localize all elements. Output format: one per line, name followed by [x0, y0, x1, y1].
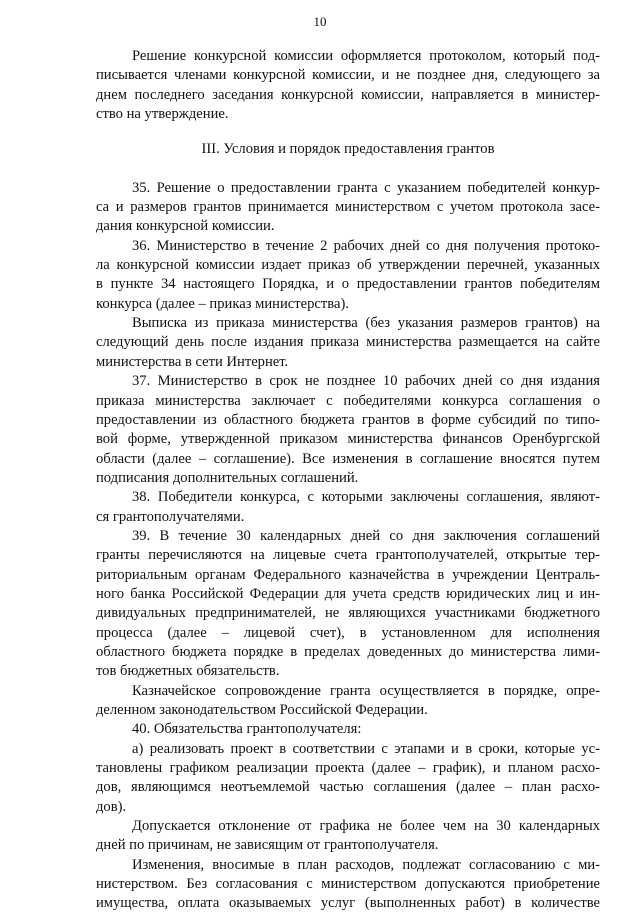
paragraph-39: [96, 527, 600, 682]
text-line: деленном законодательством Российской Федерации.: [96, 702, 428, 718]
text-line: областного бюджета порядке в пределах доведенных до министерства лими-: [96, 643, 600, 660]
text-line: са и размеров грантов принимается министерством с учетом протокола засе-: [96, 199, 600, 216]
paragraph-deviation: [96, 817, 600, 856]
text-line: 37. Министерство в срок не позднее 10 рабочих дней со дня издания: [132, 373, 600, 390]
intro-paragraph: [96, 47, 600, 124]
text-line: Выписка из приказа министерства (без указания размеров грантов) на: [132, 315, 600, 332]
text-line: следующий день после издания приказа министерства размещается на сайте: [96, 334, 600, 351]
text-line: предоставлении из областного бюджета грантов в форме субсидий по типо-: [96, 411, 600, 428]
text-line: 36. Министерство в течение 2 рабочих дней со дня получения протоко-: [132, 237, 600, 254]
text-line: вой форме, утвержденной приказом министерства финансов Оренбургской: [96, 431, 600, 448]
text-line: Казначейское сопровождение гранта осуществляется в порядке, опре-: [132, 682, 600, 699]
text-line: конкурса (далее – приказ министерства).: [96, 295, 349, 312]
text-line: дов, являющимся неотъемлемой частью соглашения (далее – план расхо-: [96, 779, 600, 796]
text-line: гранты перечисляются на лицевые счета грантополучателей, открытые тер-: [96, 547, 600, 564]
paragraph-excerpt: [96, 314, 600, 372]
paragraph-38: [96, 488, 600, 527]
text-line: ного банка Российской Федерации для учета средств юридических лиц и ин-: [96, 585, 600, 602]
paragraph-37: [96, 372, 600, 488]
page-number: 10: [313, 14, 327, 29]
text-line: дивидуальных предпринимателей, не являющихся участниками бюджетного: [96, 605, 600, 622]
text-line: тановлены графиком реализации проекта (далее – график), и планом расхо-: [96, 760, 600, 777]
text-line: тов бюджетных обязательств.: [96, 663, 280, 680]
paragraph-changes: [96, 856, 600, 914]
section-heading: III. Условия и порядок предоставления грантов: [201, 141, 495, 158]
text-line: дней по причинам, не зависящим от грантополучателя.: [96, 837, 439, 854]
text-line: приказа министерства заключает с победителями конкурса соглашения о: [96, 392, 600, 409]
text-line: дов).: [96, 798, 127, 815]
text-line: области (далее – соглашение). Все изменения в соглашение вносятся путем: [96, 450, 600, 467]
text-line: а) реализовать проект в соответствии с этапами и в сроки, которые ус-: [132, 740, 600, 757]
text-line: ся грантополучателями.: [96, 508, 245, 525]
text-line: подписания дополнительных соглашений.: [96, 469, 359, 486]
text-line: 35. Решение о предоставлении гранта с указанием победителей конкур-: [132, 179, 600, 196]
text-line: 38. Победители конкурса, с которыми заключены соглашения, являют-: [132, 489, 600, 506]
text-line: Решение конкурсной комиссии оформляется протоколом, который под-: [132, 48, 600, 64]
document-body: [96, 47, 600, 914]
text-line: министерства в сети Интернет.: [96, 353, 289, 370]
paragraph-40: [96, 720, 600, 739]
text-line: ство на утверждение.: [96, 106, 229, 123]
text-line: днем последнего заседания конкурсной комиссии, направляется в министер-: [96, 86, 600, 103]
text-line: ла конкурсной комиссии издает приказ об утверждении перечней, указанных: [96, 257, 600, 274]
text-line: имущества, оплата оказываемых услуг (выполненных работ) в количестве: [96, 895, 600, 912]
text-line: риториальным органам Федерального казначейства в учреждении Централь-: [96, 566, 600, 583]
text-line: Допускается отклонение от графика не более чем на 30 календарных: [132, 818, 600, 835]
paragraph-36: [96, 237, 600, 314]
paragraph-40a: [96, 740, 600, 817]
text-line: дания конкурсной комиссии.: [96, 218, 275, 235]
text-line: писывается членами конкурсной комиссии, и не позднее дня, следующего за: [96, 67, 600, 84]
paragraph-treasury: [96, 682, 600, 721]
paragraph-35: [96, 179, 600, 237]
text-line: 39. В течение 30 календарных дней со дня заключения соглашений: [132, 527, 600, 544]
text-line: 40. Обязательства грантополучателя:: [132, 721, 362, 738]
text-line: процесса (далее – лицевой счет), в установленном для исполнения: [96, 624, 600, 641]
text-line: в пункте 34 настоящего Порядка, и о предоставлении грантов победителям: [96, 276, 600, 293]
text-line: нистерством. Без согласования с министерством допускаются приобретение: [96, 876, 600, 893]
text-line: Изменения, вносимые в план расходов, подлежат согласованию с ми-: [132, 856, 600, 873]
